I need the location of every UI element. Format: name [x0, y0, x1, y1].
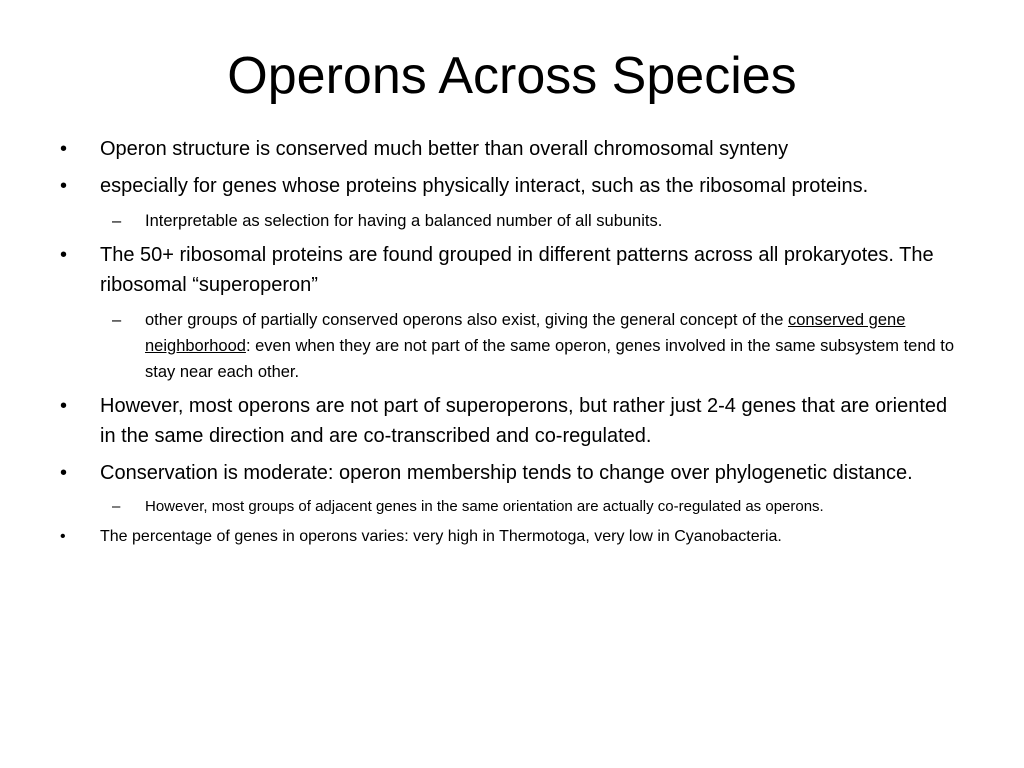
list-item: [60, 524, 965, 549]
text-after: : even when they are not part of the same operon, genes involved in the same subsystem tend to stay near each other.: [145, 337, 955, 381]
list-item-text: The percentage of genes in operons varies: very high in Thermotoga, very low in Cyanobacteria.: [100, 528, 782, 545]
slide-title: Operons Across Species: [227, 47, 797, 105]
bullet-dot-icon: •: [60, 395, 68, 417]
sub-list-item-text: Interpretable as selection for having a balanced number of all subunits.: [145, 212, 663, 230]
bullet-dot-icon: •: [60, 244, 68, 266]
text-before: other groups of partially conserved operons also exist, giving the general concept of the: [145, 311, 788, 329]
list-item: [60, 391, 965, 451]
list-item-text: Conservation is moderate: operon membership tends to change over phylogenetic distance.: [100, 462, 913, 484]
bullet-dot-icon: •: [60, 138, 68, 160]
sub-list-item-text: However, most groups of adjacent genes in the same orientation are actually co-regulated as operons.: [145, 498, 824, 515]
list-item-text: Operon structure is conserved much better than overall chromosomal synteny: [100, 138, 789, 160]
bullet-dash-icon: –: [112, 498, 121, 515]
list-item: [60, 458, 965, 488]
conserved-gene-neighborhood-term: conserved gene neighborhood: [145, 311, 906, 355]
sub-list-item: [60, 208, 965, 234]
bullet-dash-icon: –: [112, 212, 122, 230]
bullet-dot-icon: •: [60, 175, 68, 197]
bullet-dot-icon: •: [60, 462, 68, 484]
list-item-text: especially for genes whose proteins physically interact, such as the ribosomal proteins.: [100, 175, 869, 197]
list-item: [60, 171, 965, 201]
bullet-dot-icon: •: [60, 528, 66, 545]
bullet-dash-icon: –: [112, 311, 122, 329]
list-item: [60, 134, 965, 164]
sub-list-item-text: [145, 307, 965, 385]
list-item-text: The 50+ ribosomal proteins are found grouped in different patterns across all prokaryotes. The ribosomal “superoperon”: [100, 244, 934, 296]
list-item-text: However, most operons are not part of superoperons, but rather just 2-4 genes that are oriented in the same direction and are co-transcribed and co-regulated.: [100, 395, 948, 447]
sub-list-item: [60, 495, 965, 518]
sub-list-item: [60, 307, 965, 385]
list-item: [60, 240, 965, 300]
bullet-list: [60, 134, 965, 556]
